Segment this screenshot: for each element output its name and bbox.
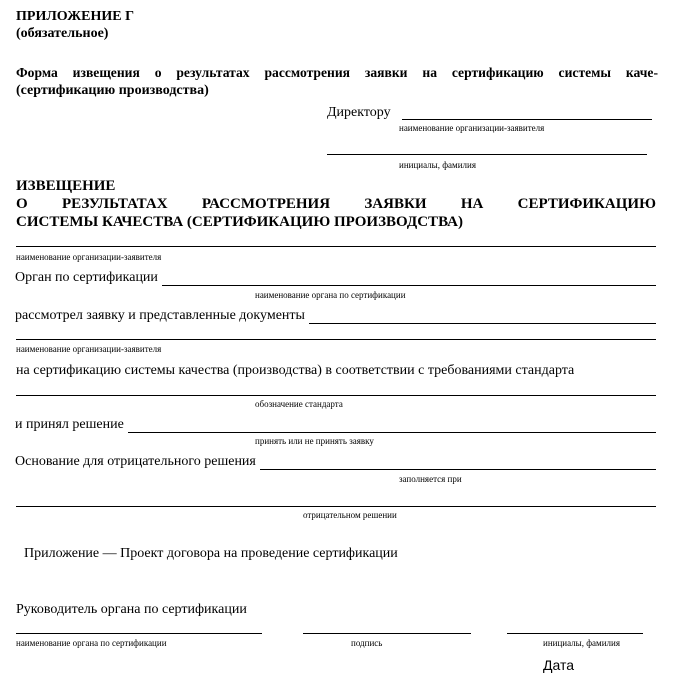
negative-label: Основание для отрицательного решения xyxy=(15,454,256,469)
standard-line[interactable] xyxy=(16,395,656,396)
negative-caption: заполняется при xyxy=(399,474,462,484)
sign-initials-line[interactable] xyxy=(507,633,643,634)
negative-line-2[interactable] xyxy=(16,506,656,507)
reviewed-line[interactable] xyxy=(309,310,656,324)
director-initials-line[interactable] xyxy=(327,154,647,155)
notice-heading-word: О xyxy=(16,196,28,212)
decision-line[interactable] xyxy=(128,419,656,433)
date-label: Дата xyxy=(543,657,575,673)
cert-body-row xyxy=(15,270,656,286)
decision-caption: принять или не принять заявку xyxy=(255,436,374,446)
director-caption: наименование организации-заявителя xyxy=(399,123,545,133)
notice-heading-word: РАССМОТРЕНИЯ xyxy=(201,196,331,212)
reviewed-label: рассмотрел заявку и представленные документы xyxy=(15,308,305,323)
applicant-line-2[interactable] xyxy=(16,339,656,340)
form-title-line2: (сертификацию производства) xyxy=(16,83,209,98)
notice-heading-word: СЕРТИФИКАЦИЮ xyxy=(517,196,656,212)
standard-caption: обозначение стандарта xyxy=(255,399,343,409)
decision-label: и принял решение xyxy=(15,417,124,432)
negative-caption-2: отрицательном решении xyxy=(303,510,397,520)
standard-text: на сертификацию системы качества (производства) в соответствии с требованиями стандарта xyxy=(16,363,575,378)
applicant-caption: наименование организации-заявителя xyxy=(16,252,162,262)
negative-line[interactable] xyxy=(260,456,656,470)
negative-row xyxy=(15,454,656,470)
notice-heading-word: ЗАЯВКИ xyxy=(364,196,427,212)
sign-signature-line[interactable] xyxy=(303,633,471,634)
notice-heading-3: СИСТЕМЫ КАЧЕСТВА (СЕРТИФИКАЦИЮ ПРОИЗВОДСТВА) xyxy=(16,214,463,230)
cert-body-line[interactable] xyxy=(162,272,656,286)
sign-org-caption: наименование органа по сертификации xyxy=(16,638,167,648)
director-label: Директору xyxy=(327,105,391,120)
sign-initials-caption: инициалы, фамилия xyxy=(543,638,620,648)
sign-signature-caption: подпись xyxy=(351,638,383,648)
sign-org-line[interactable] xyxy=(16,633,262,634)
appendix-subtitle: (обязательное) xyxy=(16,26,109,41)
applicant-line[interactable] xyxy=(16,246,656,247)
notice-heading-2 xyxy=(16,196,656,213)
reviewed-row xyxy=(15,308,656,324)
attachment-text: Приложение — Проект договора на проведение сертификации xyxy=(24,546,398,561)
decision-row xyxy=(15,417,656,433)
notice-heading-word: НА xyxy=(460,196,484,212)
applicant-caption-2: наименование организации-заявителя xyxy=(16,344,162,354)
notice-heading-1: ИЗВЕЩЕНИЕ xyxy=(16,178,116,194)
appendix-title: ПРИЛОЖЕНИЕ Г xyxy=(16,9,135,24)
cert-body-label: Орган по сертификации xyxy=(15,270,158,285)
cert-body-caption: наименование органа по сертификации xyxy=(255,290,406,300)
form-title-line1: Форма извещения о результатах рассмотрения заявки на сертификацию системы каче- xyxy=(16,65,658,80)
initials-caption: инициалы, фамилия xyxy=(399,160,476,170)
head-label: Руководитель органа по сертификации xyxy=(16,602,247,617)
director-name-line[interactable] xyxy=(402,119,652,120)
notice-heading-word: РЕЗУЛЬТАТАХ xyxy=(61,196,168,212)
